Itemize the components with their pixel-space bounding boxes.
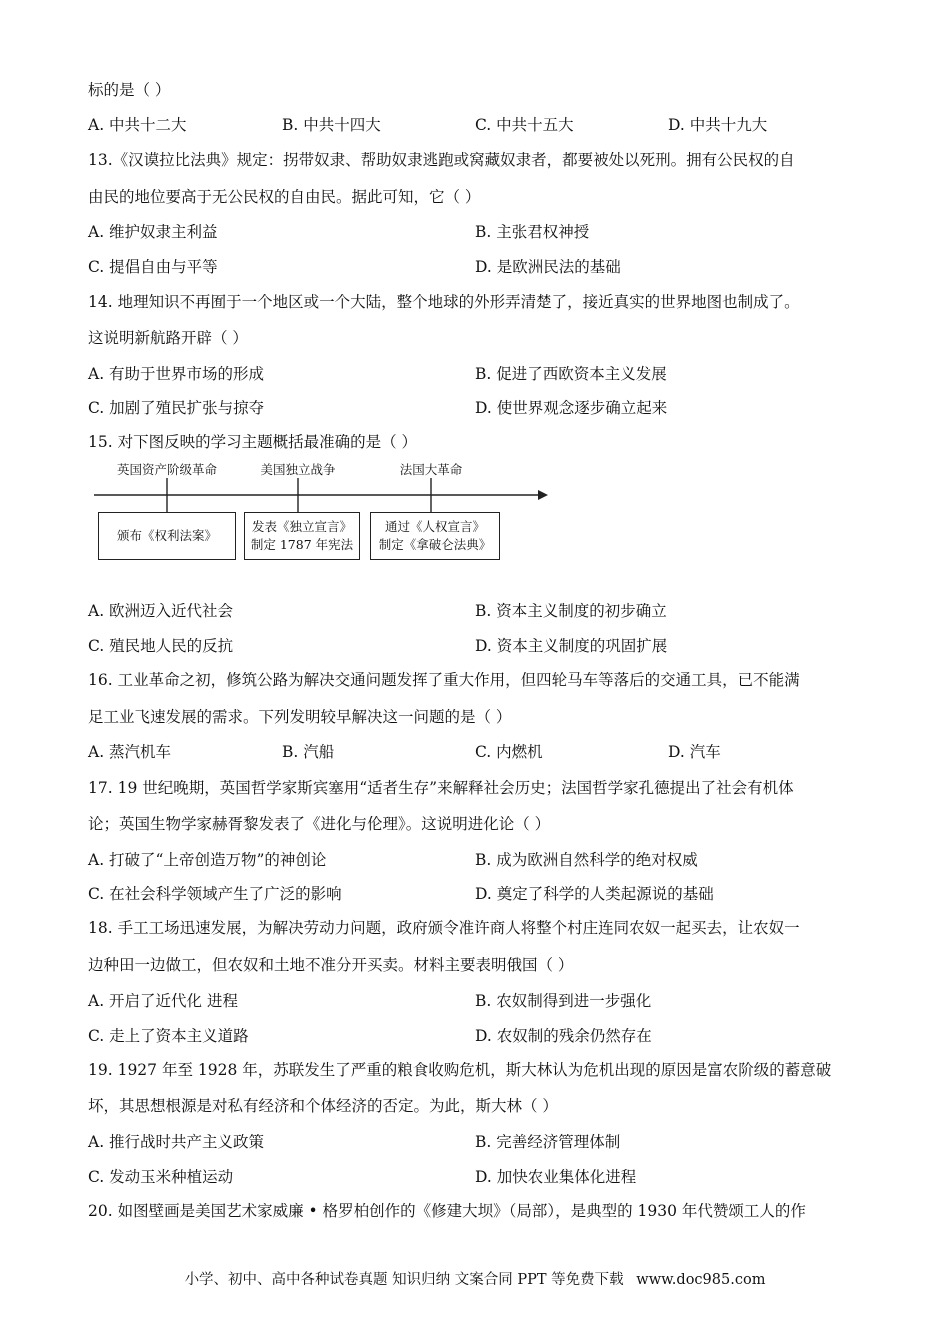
q14-option-c: C. 加剧了殖民扩张与掠夺 xyxy=(88,399,265,417)
q17-option-b: B. 成为欧洲自然科学的绝对权威 xyxy=(475,851,698,869)
question-stem-tail: 标的是（ ） xyxy=(88,81,171,99)
q16-option-c: C. 内燃机 xyxy=(475,743,543,761)
q17-stem-line2: 论；英国生物学家赫胥黎发表了《进化与伦理》。这说明进化论（ ） xyxy=(88,815,551,833)
q19-option-c: C. 发动玉米种植运动 xyxy=(88,1168,234,1186)
q14-option-d: D. 使世界观念逐步确立起来 xyxy=(475,399,668,417)
q13-option-c: C. 提倡自由与平等 xyxy=(88,258,218,276)
event-box-1-text: 颁布《权利法案》 xyxy=(116,528,217,543)
q17-option-a: A. 打破了“上帝创造万物”的神创论 xyxy=(88,851,327,869)
footer-text: 小学、初中、高中各种试卷真题 知识归纳 文案合同 PPT 等免费下载 xyxy=(184,1272,624,1288)
era-label-american-war: 美国独立战争 xyxy=(260,462,336,477)
event-box-2-line2: 制定 1787 年宪法 xyxy=(250,537,354,552)
q14-option-b: B. 促进了西欧资本主义发展 xyxy=(475,365,667,383)
q17-option-c: C. 在社会科学领域产生了广泛的影响 xyxy=(88,885,342,903)
option-a: A. 中共十二大 xyxy=(88,116,187,134)
q18-stem-line1: 18. 手工工场迅速发展，为解决劳动力问题，政府颁令准许商人将整个村庄连同农奴一起买去，让农奴一 xyxy=(88,919,800,937)
q18-option-d: D. 农奴制的残余仍然存在 xyxy=(475,1027,652,1045)
q15-option-c: C. 殖民地人民的反抗 xyxy=(88,637,234,655)
q18-option-c: C. 走上了资本主义道路 xyxy=(88,1027,249,1045)
q16-option-a: A. 蒸汽机车 xyxy=(88,743,172,761)
q18-stem-line2: 边种田一边做工，但农奴和土地不准分开买卖。材料主要表明俄国（ ） xyxy=(88,956,574,974)
option-b: B. 中共十四大 xyxy=(282,116,381,134)
option-d: D. 中共十九大 xyxy=(668,116,768,134)
q19-stem-line2: 坏，其思想根源是对私有经济和个体经济的否定。为此，斯大林（ ） xyxy=(88,1097,558,1115)
footer-link[interactable]: www.doc985.com xyxy=(636,1272,766,1288)
event-box-3-line2: 制定《拿破仑法典》 xyxy=(378,537,492,552)
q13-option-d: D. 是欧洲民法的基础 xyxy=(475,258,621,276)
q15-stem-line1: 15. 对下图反映的学习主题概括最准确的是（ ） xyxy=(88,433,418,451)
timeline-arrow-icon xyxy=(538,490,548,500)
q15-option-a: A. 欧洲迈入近代社会 xyxy=(88,602,234,620)
event-box-3 xyxy=(370,512,500,560)
q16-stem-line2: 足工业飞速发展的需求。下列发明较早解决这一问题的是（ ） xyxy=(88,708,512,726)
q13-option-b: B. 主张君权神授 xyxy=(475,223,590,241)
q13-option-a: A. 维护奴隶主利益 xyxy=(88,223,218,241)
q15-option-d: D. 资本主义制度的巩固扩展 xyxy=(475,637,668,655)
q19-option-b: B. 完善经济管理体制 xyxy=(475,1133,621,1151)
q18-option-a: A. 开启了近代化 进程 xyxy=(88,992,238,1010)
q15-option-b: B. 资本主义制度的初步确立 xyxy=(475,602,667,620)
event-box-2-line1: 发表《独立宣言》 xyxy=(251,519,352,534)
q14-stem-line2: 这说明新航路开辟（ ） xyxy=(88,329,248,347)
timeline-figure xyxy=(88,458,558,568)
q19-option-d: D. 加快农业集体化进程 xyxy=(475,1168,637,1186)
era-label-english-revolution: 英国资产阶级革命 xyxy=(116,462,218,477)
event-box-3-line1: 通过《人权宣言》 xyxy=(384,519,485,534)
q13-stem-line2: 由民的地位要高于无公民权的自由民。据此可知，它（ ） xyxy=(88,188,481,206)
page-footer xyxy=(0,1268,950,1289)
q17-stem-line1: 17. 19 世纪晚期，英国哲学家斯宾塞用“适者生存”来解释社会历史；法国哲学家孔德提出了社会有机体 xyxy=(88,779,794,797)
q19-option-a: A. 推行战时共产主义政策 xyxy=(88,1133,265,1151)
q13-stem-line1: 13.《汉谟拉比法典》规定：拐带奴隶、帮助奴隶逃跑或窝藏奴隶者，都要被处以死刑。拥有公民权的自 xyxy=(88,151,795,169)
q16-option-b: B. 汽船 xyxy=(282,743,335,761)
q20-stem-line1: 20. 如图壁画是美国艺术家威廉 • 格罗柏创作的《修建大坝》（局部），是典型的 1930 年代赞颂工人的作 xyxy=(88,1202,806,1220)
q18-option-b: B. 农奴制得到进一步强化 xyxy=(475,992,652,1010)
q17-option-d: D. 奠定了科学的人类起源说的基础 xyxy=(475,885,714,903)
event-box-2 xyxy=(244,512,360,560)
q16-option-d: D. 汽车 xyxy=(668,743,721,761)
era-label-french-revolution: 法国大革命 xyxy=(399,462,463,477)
event-box-1 xyxy=(98,512,236,560)
q19-stem-line1: 19. 1927 年至 1928 年，苏联发生了严重的粮食收购危机，斯大林认为危机出现的原因是富农阶级的蓄意破 xyxy=(88,1061,832,1079)
option-c: C. 中共十五大 xyxy=(475,116,574,134)
q14-option-a: A. 有助于世界市场的形成 xyxy=(88,365,265,383)
q14-stem-line1: 14. 地理知识不再囿于一个地区或一个大陆，整个地球的外形弄清楚了，接近真实的世界地图也制成了。 xyxy=(88,293,800,311)
q16-stem-line1: 16. 工业革命之初，修筑公路为解决交通问题发挥了重大作用，但四轮马车等落后的交通工具，已不能满 xyxy=(88,671,800,689)
